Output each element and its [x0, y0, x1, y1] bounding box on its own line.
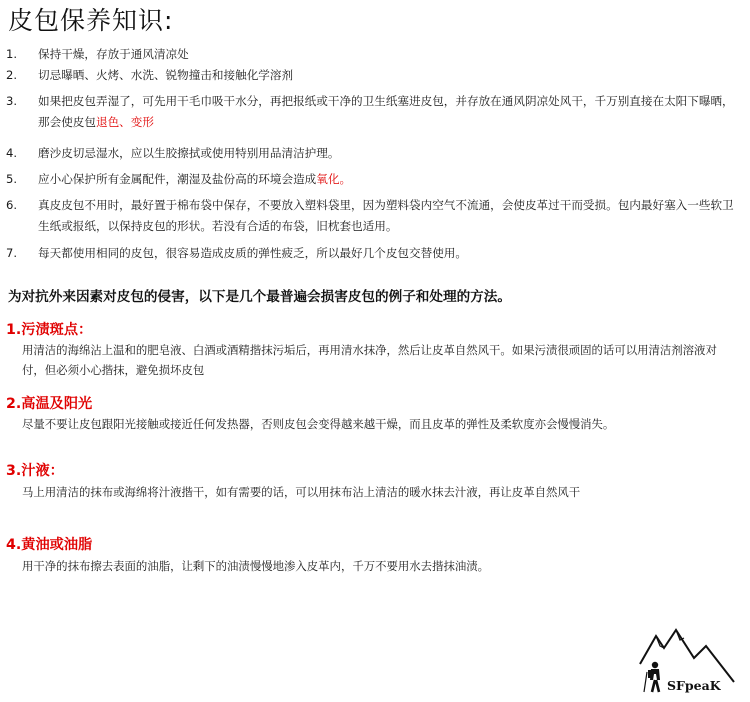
- item-number: 2.: [6, 68, 18, 82]
- list-item: [0, 44, 750, 65]
- intro-text: 为对抗外来因素对皮包的侵害，以下是几个最普遍会损害皮包的例子和处理的方法。: [8, 289, 511, 305]
- list-item: [0, 143, 750, 165]
- item-number: 7.: [6, 246, 18, 260]
- section-heading: 2.高温及阳光: [6, 396, 93, 412]
- page-title: 皮包保养知识:: [8, 6, 174, 35]
- tips-list: [0, 44, 750, 265]
- section-body: 马上用清洁的抹布或海绵将汁液揩干，如有需要的话，可以用抹布沾上清洁的暖水抹去汁液，再让皮革自然风干: [22, 485, 581, 499]
- section-body: 用干净的抹布擦去表面的油脂，让剩下的油渍慢慢地渗入皮革内，千万不要用水去揩抹油渍。: [22, 559, 490, 573]
- item-number: 1.: [6, 47, 18, 61]
- section-body: 用清洁的海绵沾上温和的肥皂液、白酒或酒精揩抹污垢后，再用清水抹净，然后让皮革自然风干。如果污渍很顽固的话可以用清洁剂溶液对付，但必须小心揩抹，避免损坏皮包: [22, 343, 717, 377]
- list-item: [0, 195, 750, 239]
- item-number: 6.: [6, 198, 18, 212]
- logo-brand-text: SFpeaK: [667, 678, 721, 693]
- section-body: 尽量不要让皮包跟阳光接触或接近任何发热器，否则皮包会变得越来越干燥，而且皮革的弹性及柔软度亦会慢慢消失。: [22, 417, 615, 431]
- item-text: [38, 169, 750, 191]
- section-heading: 3.汁液：: [6, 463, 64, 479]
- mountain-hiker-icon: [634, 624, 744, 698]
- item-number: 4.: [6, 146, 18, 160]
- item-number: 3.: [6, 94, 18, 108]
- item-number: 5.: [6, 172, 18, 186]
- list-item: [0, 243, 750, 265]
- item-text-part: 切忌曝晒、火烤、水洗、锐物撞击和接触化学溶剂: [38, 68, 294, 82]
- logo: [634, 624, 744, 698]
- item-text: [38, 44, 750, 65]
- item-text-part: 每天都使用相同的皮包，很容易造成皮质的弹性疲乏，所以最好几个皮包交替使用。: [38, 246, 467, 260]
- item-text: [38, 243, 750, 265]
- item-text-part: 磨沙皮切忌湿水，应以生胶擦拭或使用特别用品清洁护理。: [38, 146, 340, 160]
- item-text: [38, 195, 750, 239]
- list-item: [0, 169, 750, 191]
- item-text: [38, 65, 750, 87]
- section-heading: 1.污渍斑点：: [6, 322, 93, 338]
- item-text: [38, 91, 750, 139]
- list-item: [0, 65, 750, 87]
- item-text-part: 真皮皮包不用时，最好置于棉布袋中保存，不要放入塑料袋里，因为塑料袋内空气不流通，会使皮革过干而受损。包内最好塞入一些软卫生纸或报纸，以保持皮包的形状。若没有合适的布袋，旧枕套也适用。: [38, 198, 734, 233]
- item-text-part: 应小心保护所有金属配件，潮湿及盐份高的环境会造成: [38, 172, 317, 186]
- item-text-highlight: 氧化。: [316, 172, 352, 186]
- item-text-highlight: 退色、变形: [95, 115, 154, 129]
- section-heading: 4.黄油或油脂: [6, 537, 93, 553]
- item-text: [38, 143, 750, 165]
- item-text-part: 如果把皮包弄湿了，可先用干毛巾吸干水分，再把报纸或干净的卫生纸塞进皮包，并存放在通风阴凉处风干，千万别直接在太阳下曝晒，那会使皮包: [38, 94, 734, 129]
- item-text-part: 保持干燥，存放于通风清凉处: [38, 47, 189, 61]
- list-item: [0, 91, 750, 139]
